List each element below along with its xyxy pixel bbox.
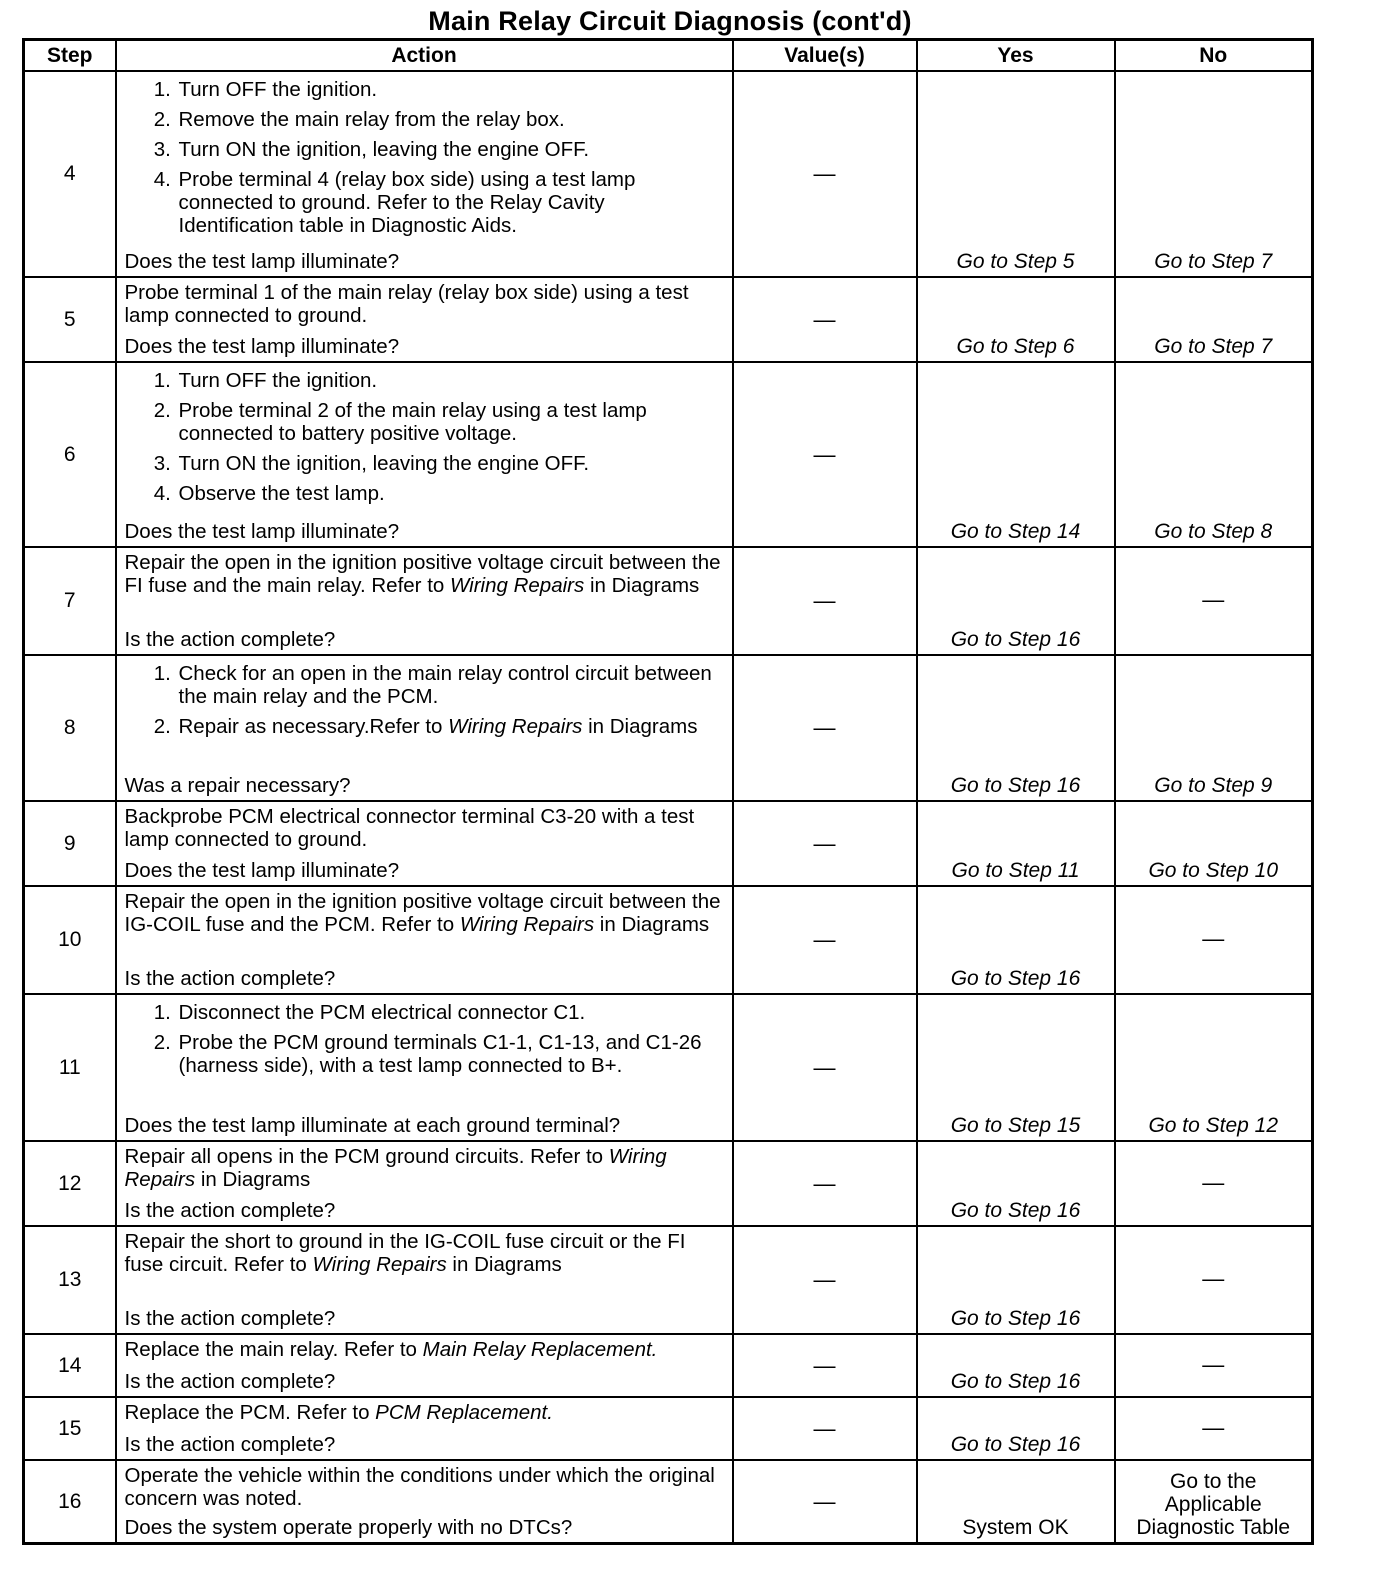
yes-result: Go to Step 16 <box>917 1334 1115 1397</box>
action-text: Observe the test lamp. <box>178 482 385 505</box>
header-no: No <box>1115 40 1313 72</box>
action-content <box>125 74 724 273</box>
action-question: Is the action complete? <box>124 967 336 990</box>
no-result: — <box>1115 1141 1313 1226</box>
no-result: Go to Step 9 <box>1115 655 1313 801</box>
action-content <box>125 658 724 797</box>
table-row <box>24 1141 1313 1226</box>
step-number: 11 <box>24 994 116 1141</box>
no-result: Go to Step 10 <box>1115 801 1313 886</box>
no-result: Go to Step 7 <box>1115 277 1313 362</box>
action-text: Backprobe PCM electrical connector terminal C3-20 with a test lamp connected to ground. <box>124 805 695 851</box>
table-row <box>24 655 1313 801</box>
action-question: Does the test lamp illuminate at each ground terminal? <box>124 1114 621 1137</box>
action-text: Replace the main relay. Refer to <box>124 1338 423 1361</box>
step-instruction <box>177 168 724 237</box>
yes-result: Go to Step 16 <box>917 1141 1115 1226</box>
yes-result: Go to Step 16 <box>917 1397 1115 1460</box>
action-question: Is the action complete? <box>124 1433 336 1456</box>
yes-result: Go to Step 16 <box>917 1226 1115 1334</box>
action-question: Does the test lamp illuminate? <box>124 335 400 358</box>
step-number: 10 <box>24 886 116 994</box>
numbered-steps <box>125 662 724 743</box>
action-text: Probe the PCM ground terminals C1-1, C1-13, and C1-26 (harness side), with a test lamp connected to B+. <box>178 1031 702 1077</box>
action-text: Turn ON the ignition, leaving the engine OFF. <box>178 452 590 475</box>
action-text: in Diagrams <box>446 1253 562 1276</box>
step-number: 9 <box>24 801 116 886</box>
table-row <box>24 277 1313 362</box>
value-cell: — <box>733 1226 917 1334</box>
action-paragraph <box>125 551 724 597</box>
step-instruction <box>177 138 724 161</box>
action-cell <box>116 801 733 886</box>
step-instruction <box>177 78 724 101</box>
action-cell <box>116 362 733 547</box>
action-paragraph <box>125 1338 724 1361</box>
value-cell: — <box>733 547 917 655</box>
header-values: Value(s) <box>733 40 917 72</box>
action-text: Probe terminal 1 of the main relay (relay box side) using a test lamp connected to ground. <box>124 281 689 327</box>
action-question: Is the action complete? <box>124 1370 336 1393</box>
yes-result: Go to Step 5 <box>917 71 1115 277</box>
step-number: 6 <box>24 362 116 547</box>
action-question: Was a repair necessary? <box>124 774 351 797</box>
no-result: Go to Step 12 <box>1115 994 1313 1141</box>
no-result: Go to the Applicable Diagnostic Table <box>1115 1460 1313 1544</box>
action-paragraph <box>125 281 724 327</box>
yes-result: Go to Step 15 <box>917 994 1115 1141</box>
table-row <box>24 1460 1313 1544</box>
reference-link-text: Wiring Repairs <box>450 574 585 597</box>
value-cell: — <box>733 71 917 277</box>
yes-result: Go to Step 6 <box>917 277 1115 362</box>
action-content <box>125 550 724 651</box>
action-question: Does the test lamp illuminate? <box>124 250 400 273</box>
action-text: Probe terminal 4 (relay box side) using a test lamp connected to ground. Refer to the Relay Cavity Identification table in Diagnostic Aids. <box>178 168 636 237</box>
no-result: Go to Step 8 <box>1115 362 1313 547</box>
action-cell <box>116 655 733 801</box>
action-question: Is the action complete? <box>124 628 336 651</box>
header-row <box>24 40 1313 72</box>
reference-link-text: Wiring Repairs <box>312 1253 447 1276</box>
step-number: 12 <box>24 1141 116 1226</box>
no-result: — <box>1115 1226 1313 1334</box>
page-title: Main Relay Circuit Diagnosis (cont'd) <box>428 6 912 36</box>
value-cell: — <box>733 277 917 362</box>
table-row <box>24 1226 1313 1334</box>
action-content <box>125 1337 724 1393</box>
action-question: Is the action complete? <box>124 1199 336 1222</box>
table-row <box>24 1334 1313 1397</box>
yes-result: Go to Step 16 <box>917 886 1115 994</box>
value-cell: — <box>733 1334 917 1397</box>
action-text: Check for an open in the main relay control circuit between the main relay and the PCM. <box>178 662 712 708</box>
yes-result: Go to Step 16 <box>917 547 1115 655</box>
action-cell <box>116 994 733 1141</box>
action-paragraph <box>125 1145 724 1191</box>
table-row <box>24 801 1313 886</box>
action-text: in Diagrams <box>584 574 700 597</box>
step-instruction <box>177 399 724 445</box>
step-instruction <box>177 482 724 505</box>
value-cell: — <box>733 362 917 547</box>
action-cell <box>116 277 733 362</box>
table-row <box>24 886 1313 994</box>
no-result: — <box>1115 1334 1313 1397</box>
yes-result: System OK <box>917 1460 1115 1544</box>
action-text: Repair as necessary.Refer to <box>178 715 449 738</box>
value-cell: — <box>733 801 917 886</box>
action-paragraph <box>125 1230 724 1276</box>
step-instruction <box>177 715 724 738</box>
yes-result: Go to Step 14 <box>917 362 1115 547</box>
table-row <box>24 994 1313 1141</box>
action-text: in Diagrams <box>582 715 698 738</box>
yes-result: Go to Step 11 <box>917 801 1115 886</box>
action-text: Turn ON the ignition, leaving the engine OFF. <box>178 138 590 161</box>
no-result: — <box>1115 1397 1313 1460</box>
step-instruction <box>177 1001 724 1024</box>
value-cell: — <box>733 886 917 994</box>
action-content <box>125 1400 724 1456</box>
no-result: — <box>1115 886 1313 994</box>
action-text: Disconnect the PCM electrical connector C1. <box>178 1001 586 1024</box>
action-cell <box>116 1334 733 1397</box>
action-content <box>125 1144 724 1222</box>
action-cell <box>116 547 733 655</box>
action-question: Does the test lamp illuminate? <box>124 520 400 543</box>
reference-link-text: Wiring Repairs <box>459 913 595 936</box>
action-question: Does the system operate properly with no DTCs? <box>124 1516 573 1539</box>
numbered-steps <box>125 369 724 510</box>
value-cell: — <box>733 655 917 801</box>
action-text: Repair the short to ground in the IG-COIL fuse circuit or the FI fuse circuit. Refer to <box>124 1230 686 1276</box>
diagnosis-table <box>22 38 1314 1545</box>
header-step: Step <box>24 40 116 72</box>
action-content <box>125 365 724 543</box>
action-content <box>125 997 724 1137</box>
step-number: 13 <box>24 1226 116 1334</box>
value-cell: — <box>733 1460 917 1544</box>
yes-result: Go to Step 16 <box>917 655 1115 801</box>
reference-link-text: Wiring Repairs <box>124 1145 667 1191</box>
action-text: Replace the PCM. Refer to <box>124 1401 376 1424</box>
numbered-steps <box>125 1001 724 1082</box>
action-question: Does the test lamp illuminate? <box>124 859 400 882</box>
action-content <box>125 280 724 358</box>
action-text: Operate the vehicle within the conditions under which the original concern was noted. <box>124 1464 715 1510</box>
table-row <box>24 71 1313 277</box>
value-cell: — <box>733 994 917 1141</box>
step-number: 15 <box>24 1397 116 1460</box>
action-cell <box>116 1226 733 1334</box>
action-cell <box>116 1141 733 1226</box>
reference-link-text: Main Relay Replacement. <box>422 1338 658 1361</box>
action-text: Probe terminal 2 of the main relay using a test lamp connected to battery positive voltage. <box>178 399 647 445</box>
step-instruction <box>177 662 724 708</box>
action-cell <box>116 71 733 277</box>
action-content <box>125 889 724 990</box>
header-action: Action <box>116 40 733 72</box>
step-number: 16 <box>24 1460 116 1544</box>
action-content <box>125 1463 724 1539</box>
value-cell: — <box>733 1397 917 1460</box>
action-content <box>125 1229 724 1330</box>
table-row <box>24 547 1313 655</box>
header-yes: Yes <box>917 40 1115 72</box>
step-number: 14 <box>24 1334 116 1397</box>
action-cell <box>116 886 733 994</box>
action-text: Turn OFF the ignition. <box>178 78 378 101</box>
action-question: Is the action complete? <box>124 1307 336 1330</box>
step-number: 8 <box>24 655 116 801</box>
table-body <box>24 71 1313 1544</box>
step-instruction <box>177 108 724 131</box>
table-row <box>24 1397 1313 1460</box>
value-cell: — <box>733 1141 917 1226</box>
action-paragraph <box>125 805 724 851</box>
action-text: Remove the main relay from the relay box. <box>178 108 565 131</box>
step-instruction <box>177 452 724 475</box>
action-text: in Diagrams <box>594 913 710 936</box>
action-text: Repair the open in the ignition positive voltage circuit between the IG-COIL fuse and the PCM. Refer to <box>124 890 721 936</box>
action-text: Repair all opens in the PCM ground circuits. Refer to <box>124 1145 609 1168</box>
table-row <box>24 362 1313 547</box>
step-instruction <box>177 1031 724 1077</box>
step-number: 4 <box>24 71 116 277</box>
step-instruction <box>177 369 724 392</box>
action-paragraph <box>125 890 724 936</box>
no-result: Go to Step 7 <box>1115 71 1313 277</box>
step-number: 7 <box>24 547 116 655</box>
step-number: 5 <box>24 277 116 362</box>
action-text: Repair the open in the ignition positive voltage circuit between the FI fuse and the main relay. Refer to <box>124 551 721 597</box>
action-text: in Diagrams <box>195 1168 311 1191</box>
no-result: — <box>1115 547 1313 655</box>
numbered-steps <box>125 78 724 242</box>
action-paragraph <box>125 1401 724 1424</box>
action-paragraph <box>125 1464 724 1510</box>
action-cell <box>116 1397 733 1460</box>
reference-link-text: PCM Replacement. <box>375 1401 553 1424</box>
action-text: Turn OFF the ignition. <box>178 369 378 392</box>
reference-link-text: Wiring Repairs <box>448 715 583 738</box>
action-content <box>125 804 724 882</box>
action-cell <box>116 1460 733 1544</box>
